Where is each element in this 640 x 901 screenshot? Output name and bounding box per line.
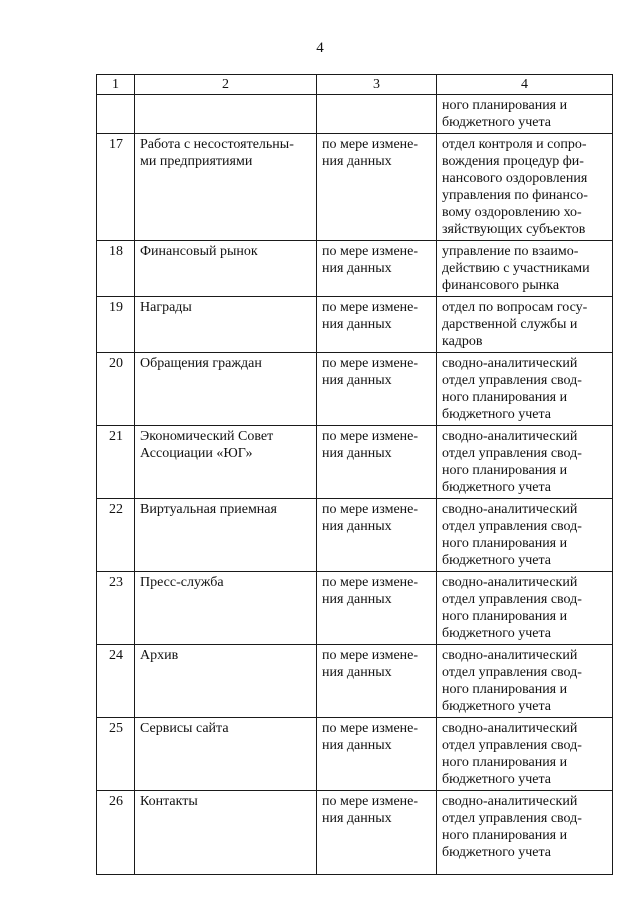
responsible-dept-cell: [437, 645, 613, 718]
update-period-line: ния данных: [322, 446, 392, 461]
responsible-dept-line: отдел по вопросам госу-: [442, 300, 588, 315]
row-number: 17: [97, 134, 135, 241]
row-number: 24: [97, 645, 135, 718]
row-number: [97, 95, 135, 134]
section-name-cell: [135, 95, 317, 134]
table-row: [97, 572, 613, 645]
row-number: 26: [97, 791, 135, 875]
update-period-line: ния данных: [322, 519, 392, 534]
responsible-dept-line: финансового рынка: [442, 278, 560, 293]
responsible-dept-cell: [437, 718, 613, 791]
responsible-dept-line: отдел управления свод-: [442, 519, 582, 534]
responsible-dept-line: сводно-аналитический: [442, 794, 578, 809]
responsible-dept-line: сводно-аналитический: [442, 356, 578, 371]
responsible-dept-line: ного планирования и: [442, 828, 568, 843]
update-period-line: ния данных: [322, 261, 392, 276]
responsible-dept-line: действию с участниками: [442, 261, 590, 276]
header-row: [97, 75, 613, 95]
row-number: 23: [97, 572, 135, 645]
responsible-dept-cell: [437, 499, 613, 572]
responsible-dept-line: бюджетного учета: [442, 115, 551, 130]
section-name-cell: [135, 499, 317, 572]
responsible-dept-line: зяйствующих субъектов: [442, 222, 586, 237]
update-period-line: ния данных: [322, 592, 392, 607]
responsible-dept-line: отдел управления свод-: [442, 446, 582, 461]
responsible-dept-line: сводно-аналитический: [442, 502, 578, 517]
section-name-cell: [135, 645, 317, 718]
section-name-line: Обращения граждан: [140, 356, 262, 371]
section-name-line: Контакты: [140, 794, 198, 809]
update-period-line: ния данных: [322, 154, 392, 169]
section-name-line: Работа с несостоятельны-: [140, 137, 294, 152]
responsible-dept-line: отдел управления свод-: [442, 665, 582, 680]
update-period-line: по мере измене-: [322, 794, 419, 809]
update-period-line: по мере измене-: [322, 648, 419, 663]
responsible-dept-cell: [437, 426, 613, 499]
update-period-cell: [317, 241, 437, 297]
table-row: [97, 718, 613, 791]
update-period-line: по мере измене-: [322, 300, 419, 315]
responsible-dept-line: бюджетного учета: [442, 845, 551, 860]
responsible-dept-line: кадров: [442, 334, 483, 349]
responsible-dept-line: отдел контроля и сопро-: [442, 137, 587, 152]
row-number: 19: [97, 297, 135, 353]
table-row: [97, 134, 613, 241]
section-name-line: Виртуальная приемная: [140, 502, 277, 517]
responsible-dept-cell: [437, 134, 613, 241]
responsible-dept-line: ного планирования и: [442, 536, 568, 551]
responsible-dept-line: вому оздоровлению хо-: [442, 205, 582, 220]
table-header: [97, 75, 613, 95]
section-name-line: ми предприятиями: [140, 154, 253, 169]
responsible-dept-line: ного планирования и: [442, 463, 568, 478]
update-period-line: по мере измене-: [322, 429, 419, 444]
responsible-dept-line: сводно-аналитический: [442, 575, 578, 590]
section-name-line: Финансовый рынок: [140, 244, 258, 259]
section-name-cell: [135, 718, 317, 791]
table-row: [97, 426, 613, 499]
responsible-dept-line: дарственной службы и: [442, 317, 578, 332]
responsible-dept-line: управление по взаимо-: [442, 244, 579, 259]
responsible-dept-line: ного планирования и: [442, 682, 568, 697]
responsible-dept-cell: [437, 353, 613, 426]
responsible-dept-cell: [437, 95, 613, 134]
row-number: 22: [97, 499, 135, 572]
table-row: [97, 297, 613, 353]
row-number: 25: [97, 718, 135, 791]
responsible-dept-line: управления по финансо-: [442, 188, 588, 203]
update-period-line: по мере измене-: [322, 575, 419, 590]
header-col-4: 4: [437, 75, 613, 95]
table-row: [97, 241, 613, 297]
section-name-line: Архив: [140, 648, 179, 663]
responsible-dept-line: отдел управления свод-: [442, 373, 582, 388]
section-name-line: Экономический Совет: [140, 429, 274, 444]
section-name-line: Ассоциации «ЮГ»: [140, 446, 253, 461]
update-period-line: ния данных: [322, 665, 392, 680]
section-name-cell: [135, 572, 317, 645]
responsible-dept-line: отдел управления свод-: [442, 592, 582, 607]
section-name-line: Награды: [140, 300, 192, 315]
update-period-cell: [317, 645, 437, 718]
update-period-cell: [317, 718, 437, 791]
table-row: [97, 499, 613, 572]
update-period-cell: [317, 95, 437, 134]
section-name-cell: [135, 134, 317, 241]
responsible-dept-line: вождения процедур фи-: [442, 154, 584, 169]
responsible-dept-line: ного планирования и: [442, 98, 568, 113]
responsible-dept-line: бюджетного учета: [442, 407, 551, 422]
header-col-3: 3: [317, 75, 437, 95]
responsible-dept-line: бюджетного учета: [442, 480, 551, 495]
section-name-line: Сервисы сайта: [140, 721, 229, 736]
responsible-dept-line: отдел управления свод-: [442, 738, 582, 753]
row-number: 20: [97, 353, 135, 426]
update-period-line: по мере измене-: [322, 721, 419, 736]
update-period-line: по мере измене-: [322, 244, 419, 259]
table-row: [97, 95, 613, 134]
update-period-cell: [317, 499, 437, 572]
update-period-line: ния данных: [322, 738, 392, 753]
section-name-cell: [135, 791, 317, 875]
document-table: [96, 74, 613, 875]
responsible-dept-cell: [437, 572, 613, 645]
update-period-cell: [317, 134, 437, 241]
header-col-1: 1: [97, 75, 135, 95]
responsible-dept-line: нансового оздоровления: [442, 171, 588, 186]
update-period-line: по мере измене-: [322, 356, 419, 371]
section-name-cell: [135, 426, 317, 499]
update-period-line: по мере измене-: [322, 502, 419, 517]
row-number: 21: [97, 426, 135, 499]
update-period-cell: [317, 572, 437, 645]
responsible-dept-line: бюджетного учета: [442, 699, 551, 714]
responsible-dept-line: бюджетного учета: [442, 626, 551, 641]
update-period-cell: [317, 353, 437, 426]
responsible-dept-line: бюджетного учета: [442, 772, 551, 787]
responsible-dept-line: ного планирования и: [442, 609, 568, 624]
section-name-cell: [135, 297, 317, 353]
table-row: [97, 791, 613, 875]
section-name-cell: [135, 353, 317, 426]
responsible-dept-cell: [437, 297, 613, 353]
responsible-dept-line: отдел управления свод-: [442, 811, 582, 826]
page-number: 4: [316, 40, 324, 56]
row-number: 18: [97, 241, 135, 297]
table-row: [97, 645, 613, 718]
section-name-cell: [135, 241, 317, 297]
header-col-2: 2: [135, 75, 317, 95]
responsible-dept-line: сводно-аналитический: [442, 648, 578, 663]
update-period-line: по мере измене-: [322, 137, 419, 152]
responsible-dept-line: ного планирования и: [442, 755, 568, 770]
responsible-dept-cell: [437, 241, 613, 297]
update-period-cell: [317, 297, 437, 353]
update-period-cell: [317, 426, 437, 499]
update-period-line: ния данных: [322, 811, 392, 826]
table-row: [97, 353, 613, 426]
responsible-dept-line: бюджетного учета: [442, 553, 551, 568]
update-period-line: ния данных: [322, 373, 392, 388]
update-period-line: ния данных: [322, 317, 392, 332]
update-period-cell: [317, 791, 437, 875]
responsible-dept-line: ного планирования и: [442, 390, 568, 405]
section-name-line: Пресс-служба: [140, 575, 224, 590]
responsible-dept-line: сводно-аналитический: [442, 721, 578, 736]
responsible-dept-cell: [437, 791, 613, 875]
table-body: [97, 95, 613, 875]
responsible-dept-line: сводно-аналитический: [442, 429, 578, 444]
